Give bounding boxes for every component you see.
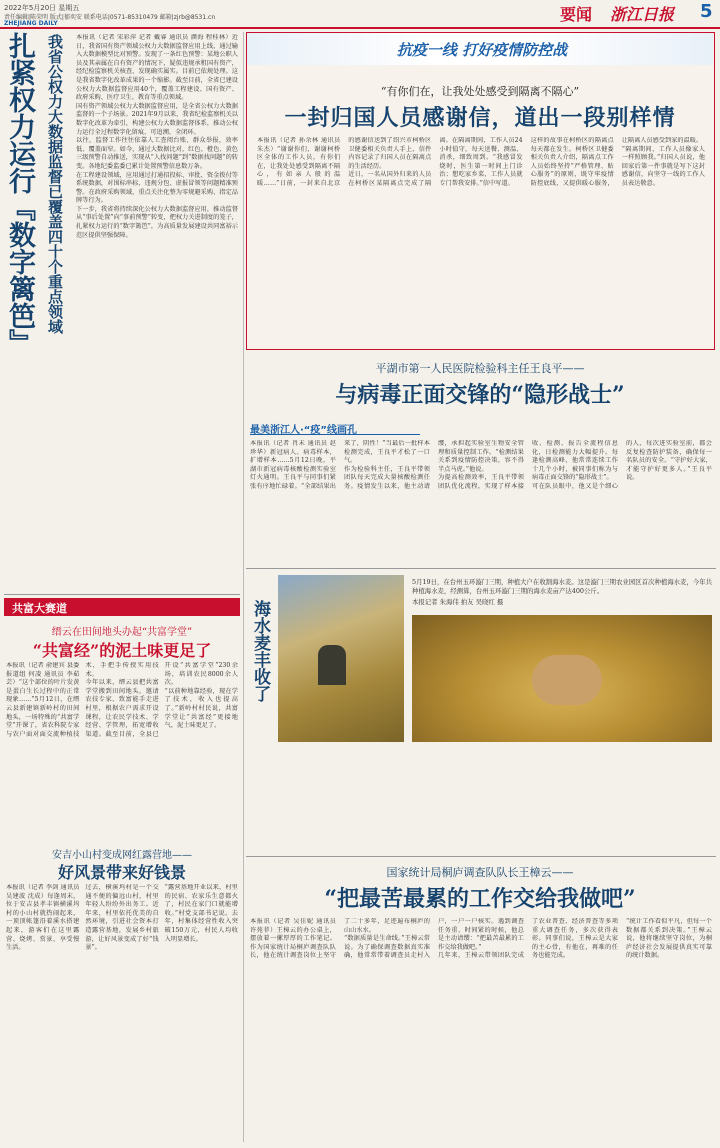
page-number: 5 — [700, 1, 713, 22]
statistics-body: 本报讯（记者 吴佳妮 通讯员 许苑菲）王樟云的办公桌上，摆放着一摞厚厚的工作笔记。作为国家统计局桐庐调查队队长，他在统计调查岗位上坚守了二十多年，足迹遍布桐庐的山山水水。 “数据质量是生命线。”王樟云常说。为了确保调查数据真实准确，他常常带着调查员走村入户，一户一户核实。遇到调查任务重、时间紧的时候，他总是主动请缨：“把最苦最累的工作交给我做吧。” 几年来，王樟云带领团队完成了农业普查、经济普查等多项重大调查任务，多次获得表彰。同事们说，王樟云是大家的主心骨，有他在，再难的任务也能完成。 “统计工作看似平凡，但每一个数据都关系到决策。”王樟云说，他将继续坚守岗位，为桐庐经济社会发展提供真实可靠的统计数据。 — [250, 918, 712, 960]
left-feature-body: 本报讯（记者 宋彩萍 记者 戴睿 通讯员 颜海 程桂林）近日，我省国有资产领域公权力大数据监督应用上线，通过输入大数据模型比对预警。发现了一条红色预警：某地公职人员及其亲属在自有资产的情况下，疑似违规承租国有资产，经纪检监察机关核查，发现确实属实。目前已依规处理。这是我省数字化改革成果的一个缩影。截至目前，全省已建设公权力大数据监督应用40个，覆盖工程建设、国有资产、政府采购、医疗卫生、教育等重点领域。 国有资产领域公权力大数据监督应用，是全省公权力大数据监督的一个子场景。2021年9月以来，我省纪检监察机关以数字化改革为牵引，构建公权力大数据监督体系，推动公权力运行全过程数字化留痕、可追溯、全闭环。 以往，监督工作往往依靠人工查阅台账、群众举报，效率低、覆盖面窄。如今，通过大数据比对，红色、橙色、黄色三级预警自动推送，实现从“人找问题”到“数据找问题”的转变。各地纪委监委已累计处置预警信息数万条。 在工程建设领域，应用通过打通招投标、审批、资金拨付等系统数据，对围标串标、违规分包、虚报冒领等问题精准预警。在政府采购领域，重点关注化整为零规避采购、指定品牌等行为。 下一步，我省将持续深化公权力大数据监督应用，推动监督从“事后处置”向“事前预警”转变，把权力关进制度的笼子，扎紧权力运行的“数字篱笆”，为高质量发展建设共同富裕示范区提供坚强保障。 — [76, 34, 238, 239]
gongfu-tag-bar — [4, 598, 240, 616]
paper-name: 浙江日报 — [610, 5, 675, 24]
photo-credit: 本报记者 朱海伟 拍友 吴晓红 摄 — [412, 598, 504, 606]
masthead-date: 2022年5月20日 星期五 — [4, 4, 80, 12]
photo-right — [412, 615, 712, 742]
photo-title: 海水麦丰收了 — [250, 600, 270, 702]
section-name: 要闻 — [560, 5, 593, 24]
anji-body: 本报讯（记者 李剑 通讯员 吴建波 沈成）每逢周末，位于安吉县孝丰镇横溪坞村的小山村就热闹起来，一顶顶帐篷沿着溪水搭建起来，游客们在这里露营、烧烤、赏景，享受慢生活。 过去，横溪坞村是一个交通不便的偏远山村，村里年轻人纷纷外出务工。近年来，村里依托优美的自然环境，引进社会资本打造露营基地，发展乡村旅游，让好风景变成了好“钱景”。 “露营基地开业以来，村里的民宿、农家乐生意都火了，村民在家门口就能增收。”村党支部书记说。去年，村集体经营性收入突破150万元，村民人均收入明显增长。 — [6, 884, 238, 952]
top-story-banner — [247, 33, 713, 65]
mid-story-kicker: 平湖市第一人民医院检验科主任王良平—— — [375, 362, 585, 375]
photo-left-figure — [318, 645, 346, 685]
mid-story-body: 本报讯（记者 肖未 通讯员 赵珍华）新冠病人、病毒样本，扩增样本……5月12日晚，平湖市新冠病毒核酸检测实验室灯火通明。王良平与同事们紧张有序地忙碌着。“全部结果出来了，阴性！”当最后一批样本检测完成，王良平才松了一口气。 作为检验科主任，王良平带领团队每天完成大量核酸检测任务。疫情发生以来，他主动请缨，承担起实验室生物安全管理和质量控制工作。“检测结果关系到疫情防控决策，容不得半点马虎。”他说。 为提高检测效率，王良平带领团队优化流程，实现了样本接收、检测、报告全流程信息化，日检测能力大幅提升。每逢检测高峰，他常常连续工作十几个小时，被同事们称为与病毒正面交锋的“隐形战士”。 可在队员眼中，他又是个细心的人，每次进实验室前，都会反复检查防护装备，确保每一名队员的安全。“守护好大家，才能守护好更多人。”王良平说。 — [250, 440, 712, 490]
top-story-kicker: “有你们在，让我处处感受到隔离不隔心” — [380, 85, 580, 98]
masthead-rule — [0, 27, 720, 29]
statistics-kicker: 国家统计局桐庐调查队队长王樟云—— — [386, 866, 574, 879]
statistics-headline: “把最苦最累的工作交给我做吧” — [324, 886, 636, 912]
top-story-headline: 一封归国人员感谢信，道出一段别样情 — [284, 105, 676, 131]
gongfu-body: 本报讯（记者 俞建宾 县委 报道组 何凌 通讯员 李茹芸）“这个部位的叶片发黄是蛋白生长过程中的正常现象……”5月12日，在缙云县新建镇新岭村的田间地头，一场特殊的“共富学堂”开课了，省农科院专家与农户面对面交流种植技术，手把手传授实用技术。 今年以来，缙云县把共富学堂搬到田间地头，邀请农技专家、致富能手走进村里，根据农户需求开设课程，让农民学技术、学经营、学管理，拓宽增收渠道。截至目前，全县已开设“共富学堂”230余场，培训农民8000余人次。 “以前种地靠经验，现在学了技术，收入也提高了。”新岭村村民说，共富学堂让“共富经”更接地气，泥土味更足了。 — [6, 662, 238, 738]
anji-headline: 好风景带来好钱景 — [57, 863, 186, 882]
mid-story-headline: 与病毒正面交锋的“隐形战士” — [335, 382, 625, 408]
masthead-editors: 责任编辑|陈荣明 版式|郁奕安 联系电话|0571-85310479 邮箱|zjrb@8531.cn — [4, 14, 216, 21]
banner-text: 抗疫一线 打好疫情防控战 — [396, 41, 568, 59]
anji-kicker: 安吉小山村变成网红露营地—— — [52, 850, 192, 861]
masthead-paper-en: ZHEJIANG DAILY — [4, 20, 58, 27]
photo-right-hand — [532, 655, 602, 705]
masthead — [0, 0, 720, 26]
divider-stats — [246, 856, 716, 857]
divider-left-mid — [4, 594, 240, 595]
left-feature-subhead: 我省公权力大数据监督已覆盖四十个重点领域 — [46, 34, 64, 334]
column-tag-text: 最美浙江人·“疫”线画孔 — [250, 425, 357, 436]
divider-photo — [246, 568, 716, 569]
divider-left — [243, 32, 244, 1142]
photo-left — [278, 575, 404, 742]
photo-caption — [412, 578, 712, 607]
mid-story-column-tag — [250, 418, 420, 435]
gongfu-headline: “共富经”的泥土味更足了 — [32, 641, 212, 660]
left-feature-headline: 扎紧权力运行『数字篱笆』 — [4, 32, 35, 356]
gongfu-kicker: 缙云在田间地头办起“共富学堂” — [51, 627, 193, 638]
top-story-box — [246, 32, 715, 350]
photo-caption-text: 5月19日，在台州玉环漩门三期，种植大户在收割海水麦。这是漩门三期农业园区首次种植海水麦，今年共种植海水麦，经测算，台州玉环漩门三期的海水麦亩产达400公斤。 — [412, 578, 712, 595]
gongfu-tag: 共富大赛道 — [12, 602, 67, 615]
top-story-body: 本报讯（记者 孙余林 通讯员 朱杰）“谢谢你们，谢谢柯桥区全体的工作人员，有你们在，让我处处感受到隔离不隔心，有如亲人般的温暖……”日前，一封来自北京的感谢信送到了绍兴市柯桥区卫健委相关负责人手上，信件内容记录了归国人员在隔离点的生活经历。 近日，一名从国外归来的人员在柯桥区某隔离点完成了隔离。在隔离期间，工作人员24小时值守，每天送餐、测温、消杀，细致周到。“我感冒发烧时，医生第一时间上门诊治；想吃家乡菜，工作人员就专门帮我安排。”信中写道。 这样的故事在柯桥区的隔离点每天都在发生。柯桥区卫健委相关负责人介绍，隔离点工作人员始终坚持“严格管理、贴心服务”的原则，既守牢疫情防控底线，又提供暖心服务，让隔离人员感受到家的温暖。 “隔离期间，工作人员像家人一样照顾我。”归国人员说，他回家后第一件事就是写下这封感谢信，向坚守一线的工作人员表达敬意。 — [257, 137, 705, 187]
